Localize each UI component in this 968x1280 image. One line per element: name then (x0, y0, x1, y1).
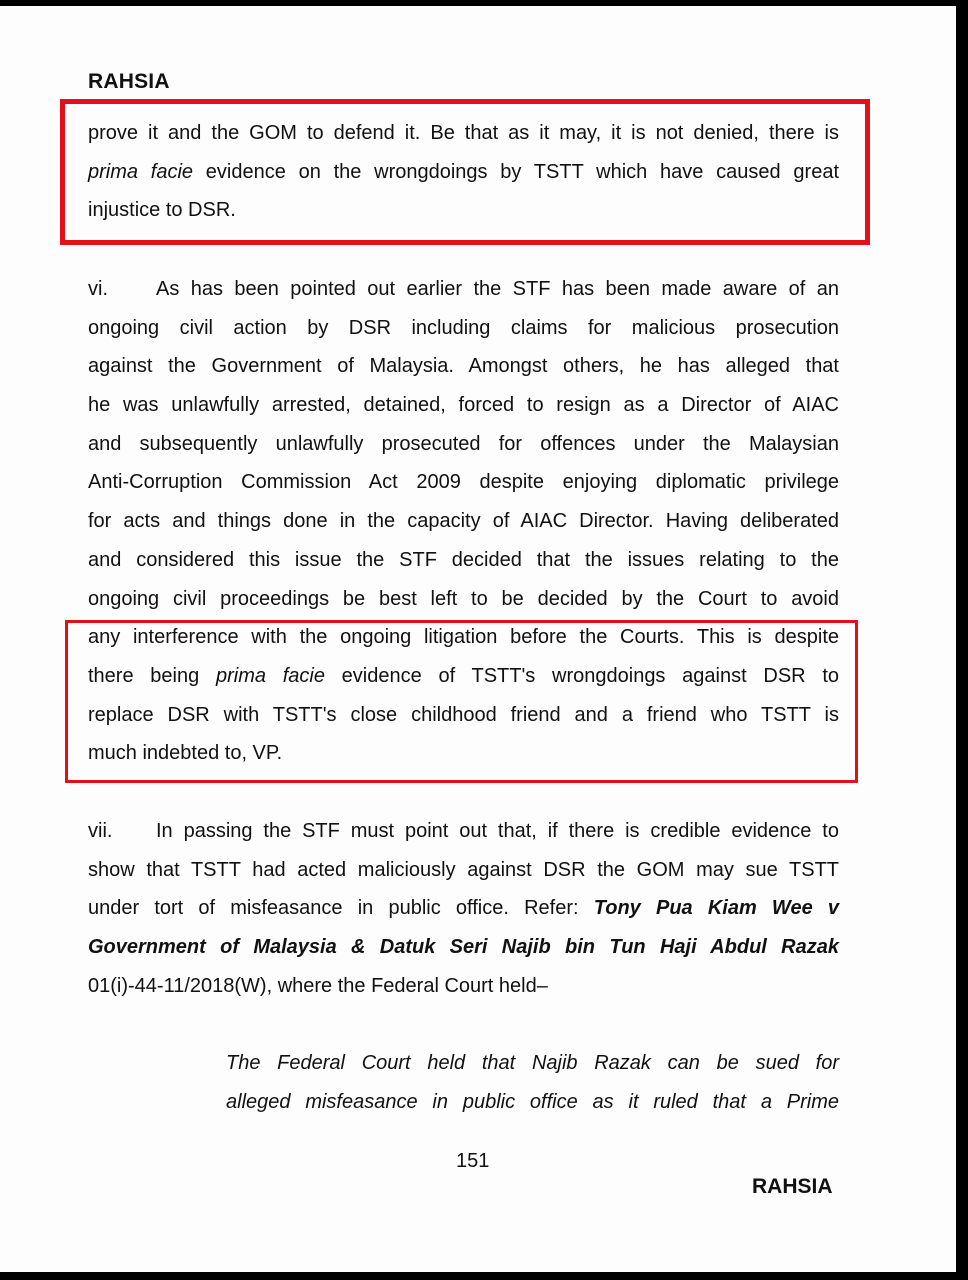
case-citation: Government of Malaysia & Datuk Seri Najib bin Tun Haji Abdul Razak (88, 936, 839, 959)
text-line: 01(i)-44-11/2018(W), where the Federal Court held– (88, 974, 548, 997)
text-line: Anti-Corruption Commission Act 2009 despite enjoying diplomatic privilege (88, 471, 839, 494)
footer-classification: RAHSIA (752, 1175, 833, 1198)
paragraph-number: vii. (88, 820, 113, 842)
text-line: ongoing civil proceedings be best left to be decided by the Court to avoid (88, 587, 839, 610)
italic-term: prima facie (215, 664, 325, 687)
paragraph-number: vi. (88, 278, 108, 300)
text-line: vi. As has been pointed out earlier the STF has been made aware of an (88, 270, 839, 309)
block-quote (226, 1044, 839, 1121)
italic-term: prima facie (88, 160, 194, 183)
text-line: he was unlawfully arrested, detained, forced to resign as a Director of AIAC (88, 394, 839, 417)
text-line: much indebted to, VP. (88, 742, 283, 765)
text-line: prove it and the GOM to defend it. Be that as it may, it is not denied, there is (88, 122, 839, 144)
text-line: and subsequently unlawfully prosecuted for offences under the Malaysian (88, 432, 839, 455)
highlight-box-vi (65, 620, 858, 783)
text-line: for acts and things done in the capacity of AIAC Director. Having deliberated (88, 510, 839, 533)
header-classification: RAHSIA (88, 70, 170, 93)
text-line: and considered this issue the STF decided that the issues relating to the (88, 548, 839, 571)
page-number: 151 (456, 1150, 490, 1172)
text-line (88, 928, 839, 967)
text-line: injustice to DSR. (88, 199, 236, 222)
text-line: show that TSTT had acted maliciously against DSR the GOM may sue TSTT (88, 858, 839, 881)
text-line: under tort of misfeasance in public office. Refer: Tony Pua Kiam Wee v (88, 897, 839, 920)
case-citation: Tony Pua Kiam Wee v (593, 897, 839, 920)
text-line: prima facie evidence on the wrongdoings by TSTT which have caused great (88, 160, 840, 183)
paragraph-continuation (88, 114, 839, 230)
quote-line: alleged misfeasance in public office as it ruled that a Prime (226, 1090, 839, 1113)
text-line: there being prima facie evidence of TSTT's wrongdoings against DSR to (88, 664, 840, 687)
paragraph-vii (88, 812, 839, 1005)
text-line: replace DSR with TSTT's close childhood friend and a friend who TSTT is (88, 703, 839, 726)
text-line: vii. In passing the STF must point out that, if there is credible evidence to (88, 812, 839, 851)
text-line: against the Government of Malaysia. Amongst others, he has alleged that (88, 355, 839, 378)
quote-line: The Federal Court held that Najib Razak can be sued for (226, 1052, 839, 1074)
text-line: ongoing civil action by DSR including claims for malicious prosecution (88, 316, 839, 339)
document-page (0, 6, 956, 1272)
text-line: any interference with the ongoing litigation before the Courts. This is despite (88, 626, 839, 649)
